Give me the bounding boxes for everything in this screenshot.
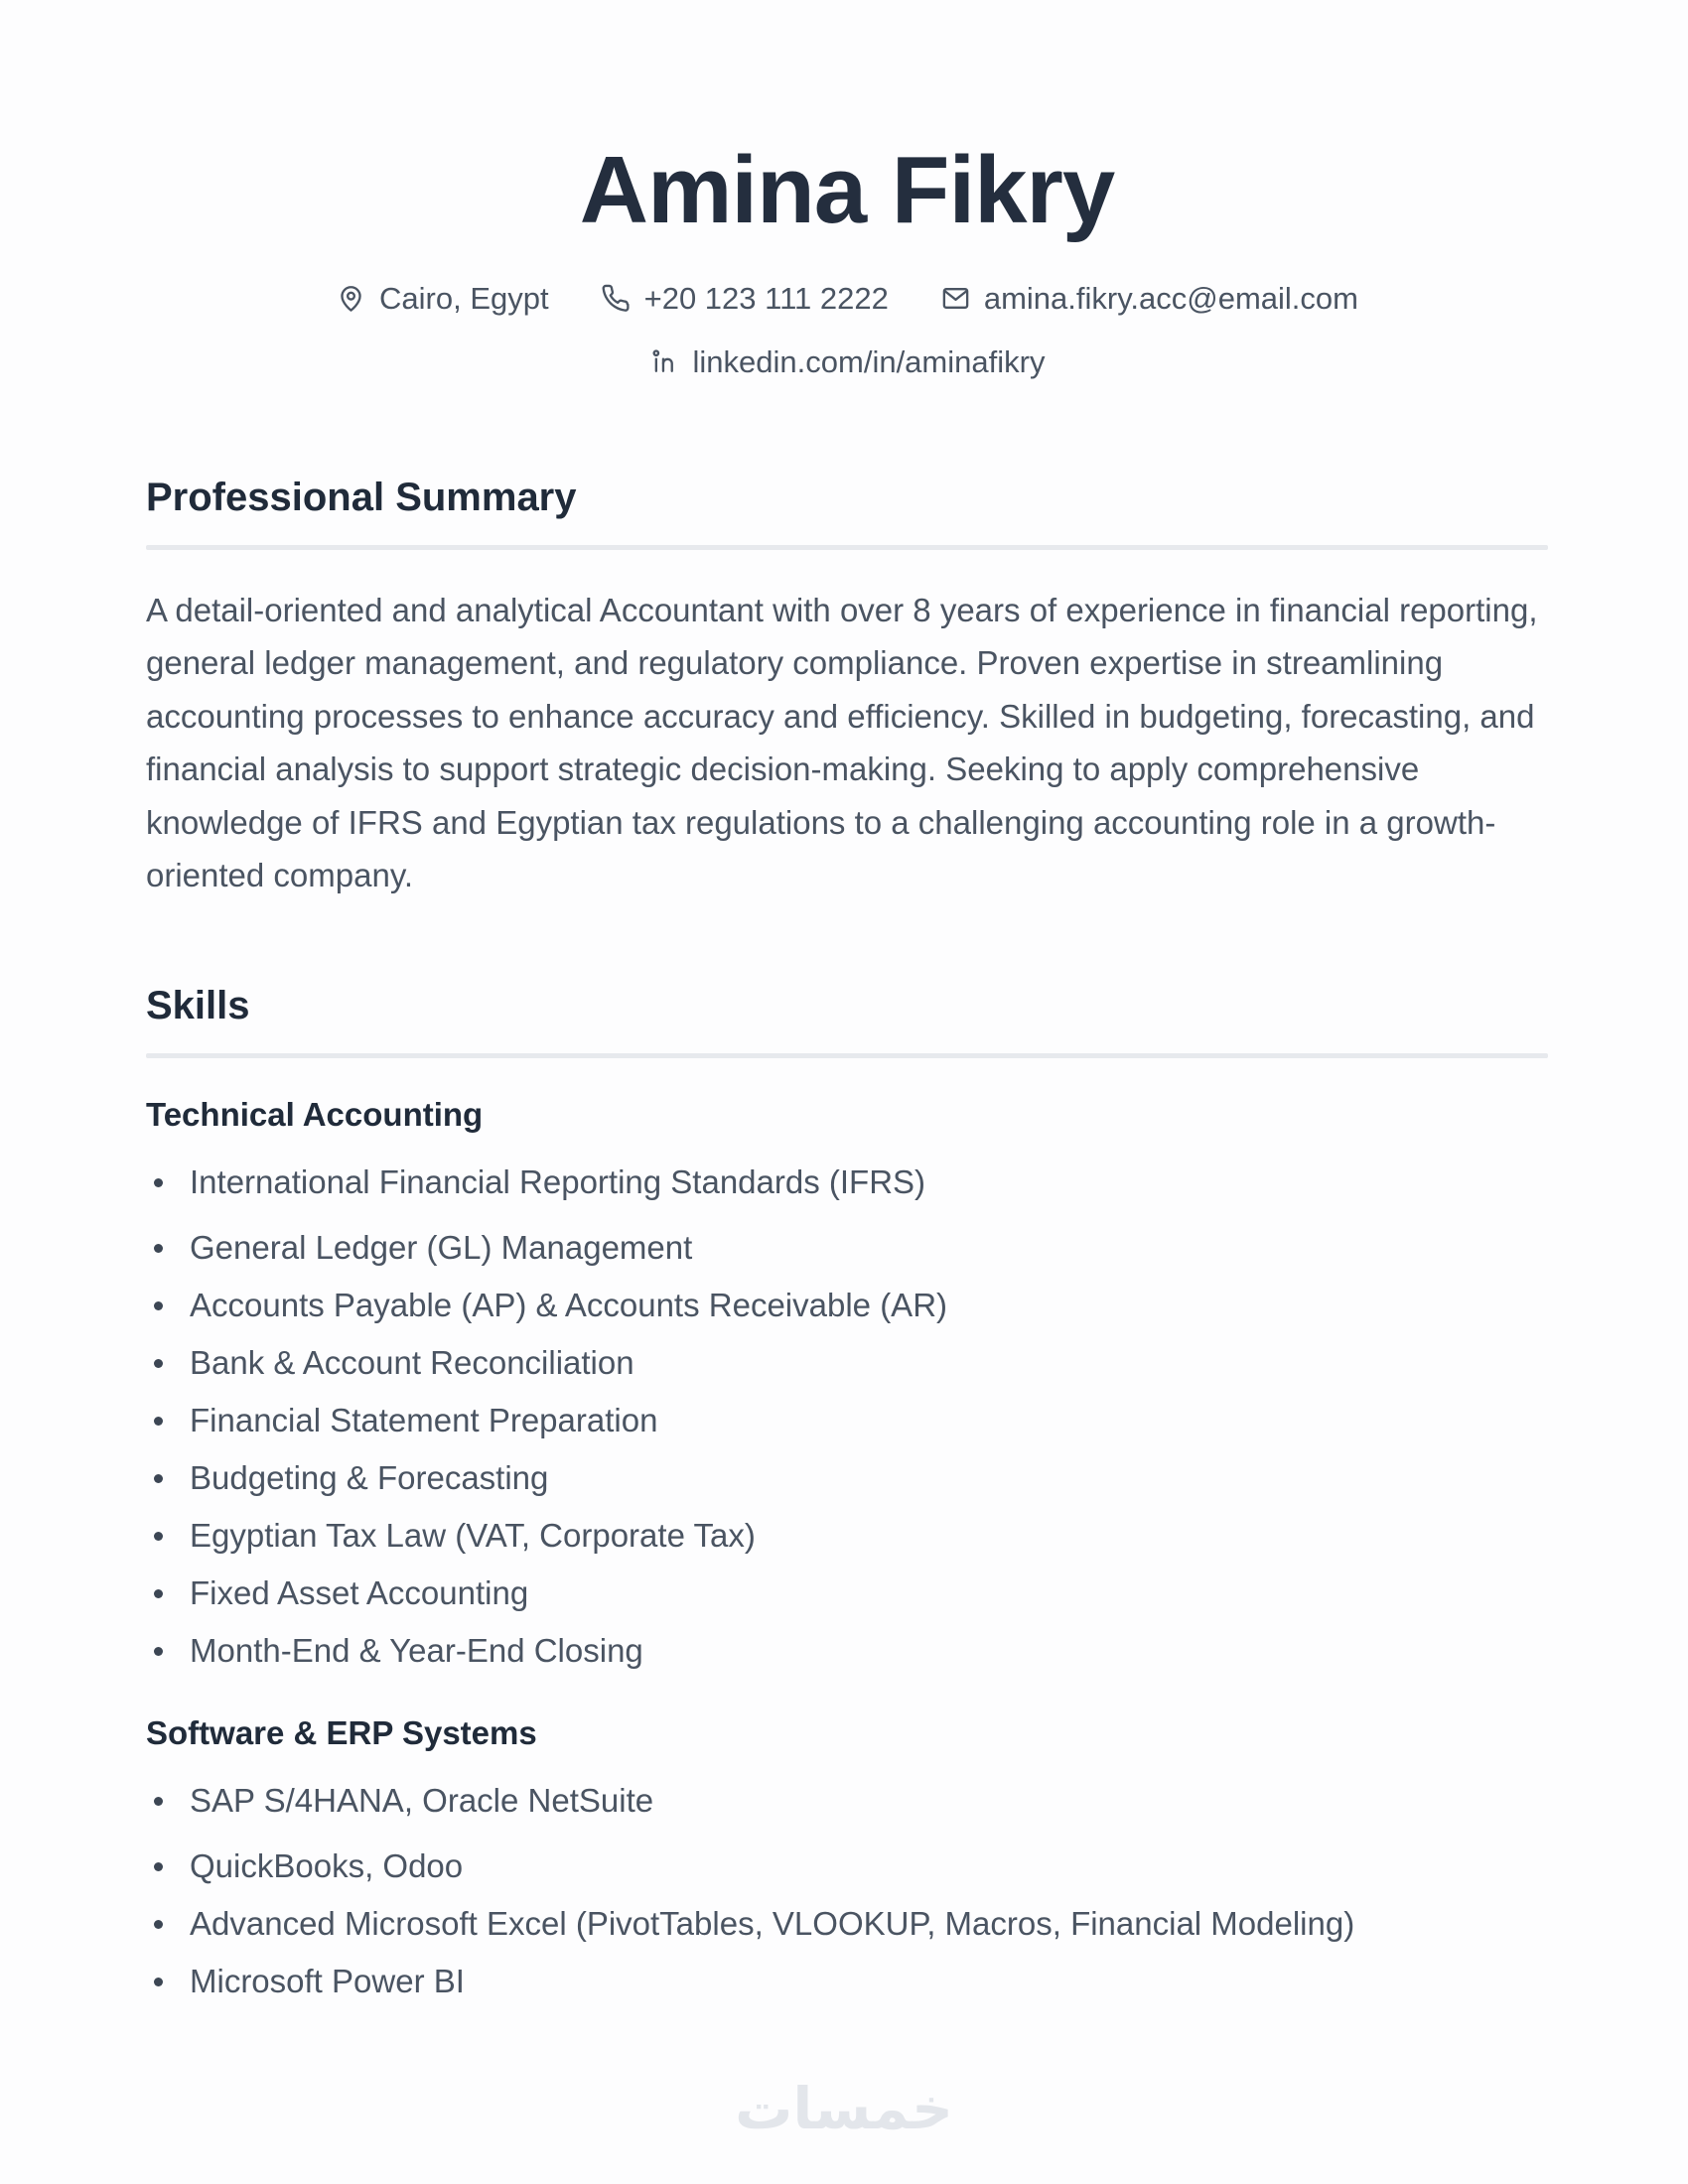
summary-section [146,474,1548,902]
skill-group-heading: Software & ERP Systems [146,1714,537,1752]
skill-item: Egyptian Tax Law (VAT, Corporate Tax) [146,1516,1548,1556]
skill-item: Budgeting & Forecasting [146,1458,1548,1498]
linkedin-icon [649,346,680,377]
section-divider [146,1053,1548,1058]
skill-item: Fixed Asset Accounting [146,1573,1548,1613]
skill-item: SAP S/4HANA, Oracle NetSuite [146,1781,1548,1821]
skill-group-software-erp [146,1712,1548,2001]
skill-item: Bank & Account Reconciliation [146,1343,1548,1383]
skill-group-technical-accounting [146,1094,1548,1671]
contact-email-text: amina.fikry.acc@email.com [983,280,1358,316]
candidate-name: Amina Fikry [579,137,1115,243]
contact-email [940,281,1358,317]
skills-section [146,982,1548,2002]
skill-list [146,1781,1548,2001]
phone-icon [601,283,632,314]
skill-item: QuickBooks, Odoo [146,1846,1548,1886]
skill-item: Accounts Payable (AP) & Accounts Receivable (AR) [146,1286,1548,1325]
skill-item: Month-End & Year-End Closing [146,1631,1548,1671]
contact-phone-text: +20 123 111 2222 [643,280,889,316]
skill-item: Microsoft Power BI [146,1962,1548,2001]
skill-item: Advanced Microsoft Excel (PivotTables, VLOOKUP, Macros, Financial Modeling) [146,1904,1548,1944]
email-envelope-icon [940,283,971,314]
contact-row-primary [146,281,1548,317]
skill-item: International Financial Reporting Standards (IFRS) [146,1162,1548,1202]
contact-linkedin-text: linkedin.com/in/aminafikry [692,343,1046,379]
skill-item: Financial Statement Preparation [146,1401,1548,1440]
section-divider [146,545,1548,550]
resume-header [146,137,1548,380]
contact-location [336,281,549,317]
skills-section-title: Skills [146,983,250,1027]
contact-linkedin [649,344,1046,380]
summary-section-title: Professional Summary [146,475,577,519]
skill-list [146,1162,1548,1671]
contact-location-text: Cairo, Egypt [379,280,549,316]
contact-row-secondary [146,344,1548,380]
skill-item: General Ledger (GL) Management [146,1228,1548,1268]
summary-paragraph: A detail-oriented and analytical Accountant with over 8 years of experience in financial reporting, general ledger management, and regulatory compliance. Proven expertise in streamlining accounting processes to enhance accuracy and efficiency. Skilled in budgeting, forecasting, and financial analysis to support strategic decision-making. Seeking to apply comprehensive knowledge of IFRS and Egyptian tax regulations to a challenging accounting role in a growth-oriented company. [146,591,1538,894]
skill-group-heading: Technical Accounting [146,1095,484,1133]
location-pin-icon [336,283,366,314]
contact-phone [601,281,889,317]
watermark-text: خمسات [735,2075,953,2142]
